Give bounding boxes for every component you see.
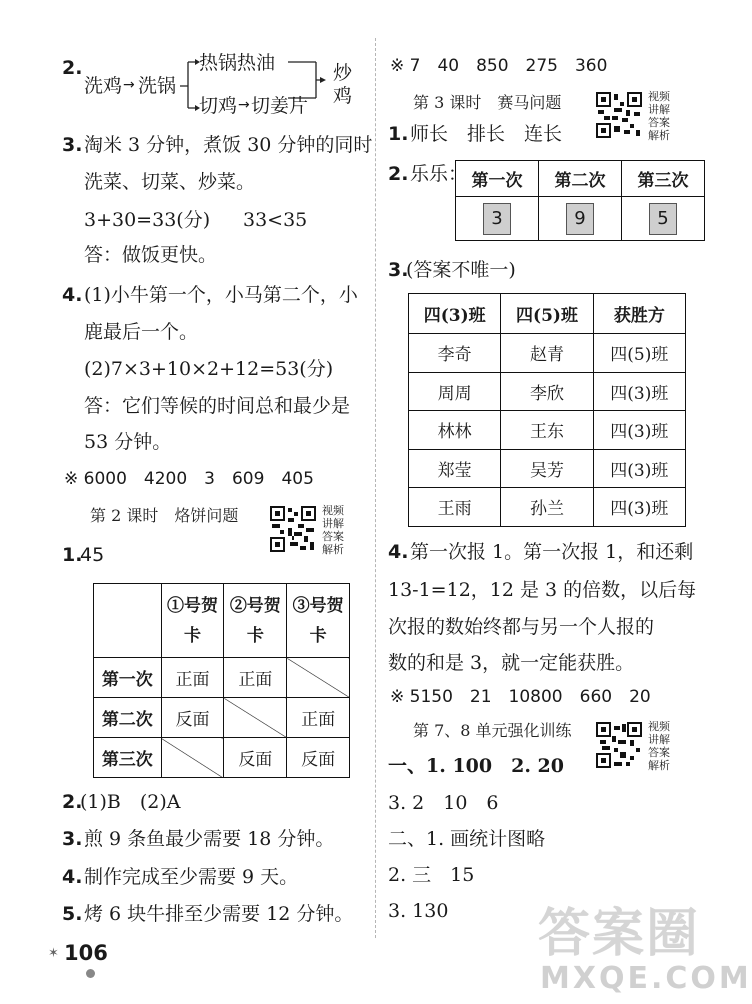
table-cell: 吴芳 (501, 449, 593, 488)
flow-step-cut-chicken: 切鸡 (199, 95, 238, 117)
answer-text: 二、1. 画统计图略 (388, 828, 546, 850)
number-card: 5 (649, 203, 677, 235)
table-row (409, 334, 686, 373)
answer-text: 洗菜、切菜、炒菜。 (84, 171, 256, 193)
qr-caption: 视频讲解答案解析 (648, 720, 670, 772)
answer-text: 制作完成至少需要 9 天。 (84, 866, 299, 888)
table-row (94, 698, 350, 738)
race-order-table (455, 160, 705, 241)
flow-step-cut-ginger: 切姜片 (251, 95, 309, 117)
table-header-cell: ③号贺卡 (287, 584, 350, 658)
table-cell: 反面 (224, 738, 287, 778)
number-card: 9 (566, 203, 594, 235)
table-cell: 四(3)班 (593, 449, 685, 488)
answer-text: 烤 6 块牛排至少需要 12 分钟。 (84, 903, 354, 925)
table-cell-slashed (224, 698, 287, 738)
answer-text: (1)B (2)A (80, 791, 181, 813)
star-icon: ✶ (48, 946, 59, 961)
answer-text: 答：它们等候的时间总和最少是 (84, 395, 351, 417)
table-row (94, 658, 350, 698)
answer-text: 淘米 3 分钟，煮饭 30 分钟的同时 (84, 134, 373, 156)
lesson-heading: 第 2 课时 烙饼问题 (90, 506, 239, 525)
flow-step-heat-pot: 热锅热油 (199, 52, 276, 74)
answer-text: 鹿最后一个。 (84, 321, 199, 343)
table-cell: 四(3)班 (593, 411, 685, 450)
answer-text: 数的和是 3，就一定能获胜。 (388, 652, 635, 674)
question-number: 4. (62, 866, 83, 888)
answer-text: 13-1=12，12 是 3 的倍数，以后每 (388, 579, 697, 601)
question-number: 2. (388, 163, 409, 185)
answer-text: 答：做饭更快。 (84, 244, 218, 266)
table-cell: 反面 (287, 738, 350, 778)
table-cell: 郑莹 (409, 449, 501, 488)
extra-practice-answers: ※ 7 40 850 275 360 (390, 56, 608, 76)
table-cell: 王雨 (409, 488, 501, 527)
table-cell: 李奇 (409, 334, 501, 373)
answer-text: 3. 130 (388, 900, 449, 922)
table-cell: 王东 (501, 411, 593, 450)
page-number: 106 (64, 941, 108, 965)
table-header-cell: ②号贺卡 (224, 584, 287, 658)
extra-practice-answers: ※ 5150 21 10800 660 20 (390, 687, 651, 707)
table-cell: 正面 (287, 698, 350, 738)
table-cell: 四(5)班 (593, 334, 685, 373)
answer-text: (1)小牛第一个，小马第二个，小 (84, 284, 358, 306)
table-row (409, 449, 686, 488)
match-table (408, 293, 686, 527)
answer-text: 一、1. 100 2. 20 (388, 755, 565, 777)
greeting-card-table (93, 583, 350, 778)
question-number: 3. (62, 828, 83, 850)
flow-step-wash-pot: 洗锅 (138, 75, 177, 97)
table-cell: 孙兰 (501, 488, 593, 527)
table-cell-slashed (287, 658, 350, 698)
question-number: 2. (62, 57, 83, 79)
question-number: 2. (62, 791, 83, 813)
question-number: 5. (62, 903, 83, 925)
table-cell: 正面 (161, 658, 224, 698)
table-header-cell: 第一次 (456, 161, 539, 197)
number-card: 3 (483, 203, 511, 235)
answer-text: 3. 2 10 6 (388, 792, 499, 814)
answer-text: 53 分钟。 (84, 431, 172, 453)
table-row (409, 411, 686, 450)
answer-text: (答案不唯一) (406, 259, 516, 281)
table-cell: 周周 (409, 372, 501, 411)
table-corner-cell (94, 584, 162, 658)
column-divider (375, 38, 376, 938)
table-row (409, 488, 686, 527)
table-header-cell: 四(5)班 (501, 294, 593, 334)
answer-text: 45 (80, 544, 105, 566)
question-number: 1. (62, 544, 83, 566)
extra-practice-answers: ※ 6000 4200 3 609 405 (64, 469, 314, 489)
player-label: 乐乐： (410, 163, 468, 185)
comparison-text: 33<35 (243, 209, 308, 231)
unit-heading: 第 7、8 单元强化训练 (413, 721, 572, 740)
table-cell: 林林 (409, 411, 501, 450)
flow-step-wash-chicken: 洗鸡 (84, 75, 123, 97)
answer-text: 煎 9 条鱼最少需要 18 分钟。 (84, 828, 335, 850)
qr-code-icon[interactable] (596, 92, 642, 138)
qr-code-icon[interactable] (270, 506, 316, 552)
table-cell (456, 197, 539, 241)
question-number: 4. (62, 284, 83, 306)
qr-caption: 视频讲解答案解析 (322, 504, 344, 556)
table-cell (622, 197, 705, 241)
question-number: 3. (62, 134, 83, 156)
arrow-icon: → (238, 97, 250, 113)
equation-text: (2)7×3+10×2+12=53(分) (84, 358, 334, 380)
answer-text: 次报的数始终都与另一个人报的 (388, 616, 655, 638)
table-cell-slashed (161, 738, 224, 778)
table-cell: 四(3)班 (593, 372, 685, 411)
answer-text: 师长 排长 连长 (410, 123, 563, 145)
table-header-cell: 第三次 (622, 161, 705, 197)
table-cell: 正面 (224, 658, 287, 698)
table-cell: 四(3)班 (593, 488, 685, 527)
question-number: 3. (388, 259, 409, 281)
answer-text: 2. 三 15 (388, 864, 475, 886)
question-number: 1. (388, 123, 409, 145)
row-label: 第二次 (94, 698, 162, 738)
table-cell: 李欣 (501, 372, 593, 411)
qr-code-icon[interactable] (596, 722, 642, 768)
watermark-logo: 答案圈 (538, 904, 701, 964)
row-label: 第一次 (94, 658, 162, 698)
dot-icon (86, 969, 95, 978)
watermark-url: MXQE.COM (540, 961, 752, 996)
lesson-heading: 第 3 课时 赛马问题 (413, 93, 562, 112)
table-header-cell: 四(3)班 (409, 294, 501, 334)
table-header-cell: ①号贺卡 (161, 584, 224, 658)
table-cell: 赵青 (501, 334, 593, 373)
table-row (409, 372, 686, 411)
equation-text: 3+30=33(分) (84, 209, 211, 231)
question-number: 4. (388, 541, 409, 563)
table-row (94, 738, 350, 778)
qr-caption: 视频讲解答案解析 (648, 90, 670, 142)
table-cell (539, 197, 622, 241)
arrow-icon: → (123, 77, 135, 93)
flow-result-fry-chicken: 炒鸡 (333, 62, 353, 107)
table-header-cell: 获胜方 (593, 294, 685, 334)
answer-text: 第一次报 1。第一次报 1，和还剩 (410, 541, 694, 563)
table-header-cell: 第二次 (539, 161, 622, 197)
row-label: 第三次 (94, 738, 162, 778)
table-cell: 反面 (161, 698, 224, 738)
